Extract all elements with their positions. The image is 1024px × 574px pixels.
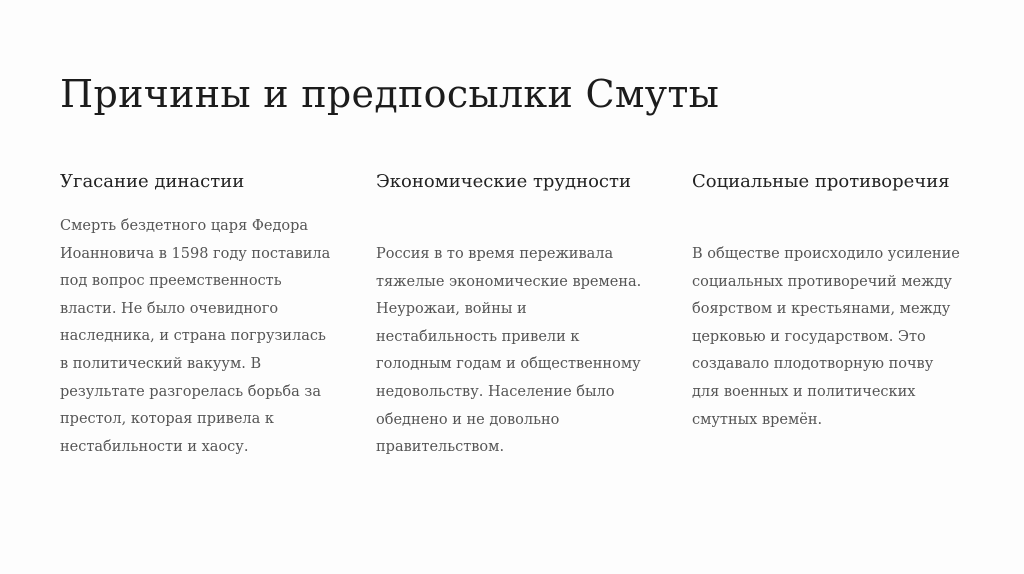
- column-text: [692, 241, 982, 434]
- text-line: боярством и крестьянами, между: [692, 301, 951, 318]
- text-line: Смерть бездетного царя Федора: [60, 218, 309, 234]
- text-line: в политический вакуум. В: [60, 355, 262, 372]
- column-social-contradictions: [692, 168, 982, 428]
- column-text: [376, 241, 666, 462]
- text-line: голодным годам и общественному: [376, 356, 641, 373]
- column-heading: Угасание династии: [60, 171, 245, 192]
- text-line: нестабильности и хаосу.: [60, 438, 249, 455]
- text-line: результате разгорелась борьба за: [60, 383, 321, 400]
- text-line: престол, которая привела к: [60, 411, 274, 428]
- text-line: В обществе происходило усиление: [692, 246, 960, 262]
- column-heading: Социальные противоречия: [692, 171, 950, 192]
- text-line: правительством.: [376, 439, 505, 456]
- text-line: недовольству. Население было: [376, 383, 615, 400]
- text-line: под вопрос преемственность: [60, 273, 282, 290]
- column-dynasty-decline: [60, 168, 350, 455]
- text-line: наследника, и страна погрузилась: [60, 328, 326, 345]
- text-line: нестабильность привели к: [376, 328, 580, 345]
- text-line: церковью и государством. Это: [692, 328, 926, 345]
- column-economic-difficulties: [376, 168, 666, 456]
- text-line: для военных и политических: [692, 383, 916, 400]
- text-line: социальных противоречий между: [692, 273, 952, 290]
- column-text: [60, 213, 350, 461]
- column-heading: Экономические трудности: [376, 171, 631, 192]
- text-line: Иоанновича в 1598 году поставила: [60, 245, 331, 262]
- text-line: смутных времён.: [692, 411, 823, 428]
- slide-title: Причины и предпосылки Смуты: [60, 72, 720, 116]
- text-line: власти. Не было очевидного: [60, 300, 279, 317]
- text-line: обеднено и не довольно: [376, 411, 560, 428]
- text-line: Россия в то время переживала: [376, 246, 614, 262]
- text-line: тяжелые экономические времена.: [376, 273, 642, 290]
- text-line: создавало плодотворную почву: [692, 356, 934, 373]
- text-line: Неурожаи, войны и: [376, 301, 527, 318]
